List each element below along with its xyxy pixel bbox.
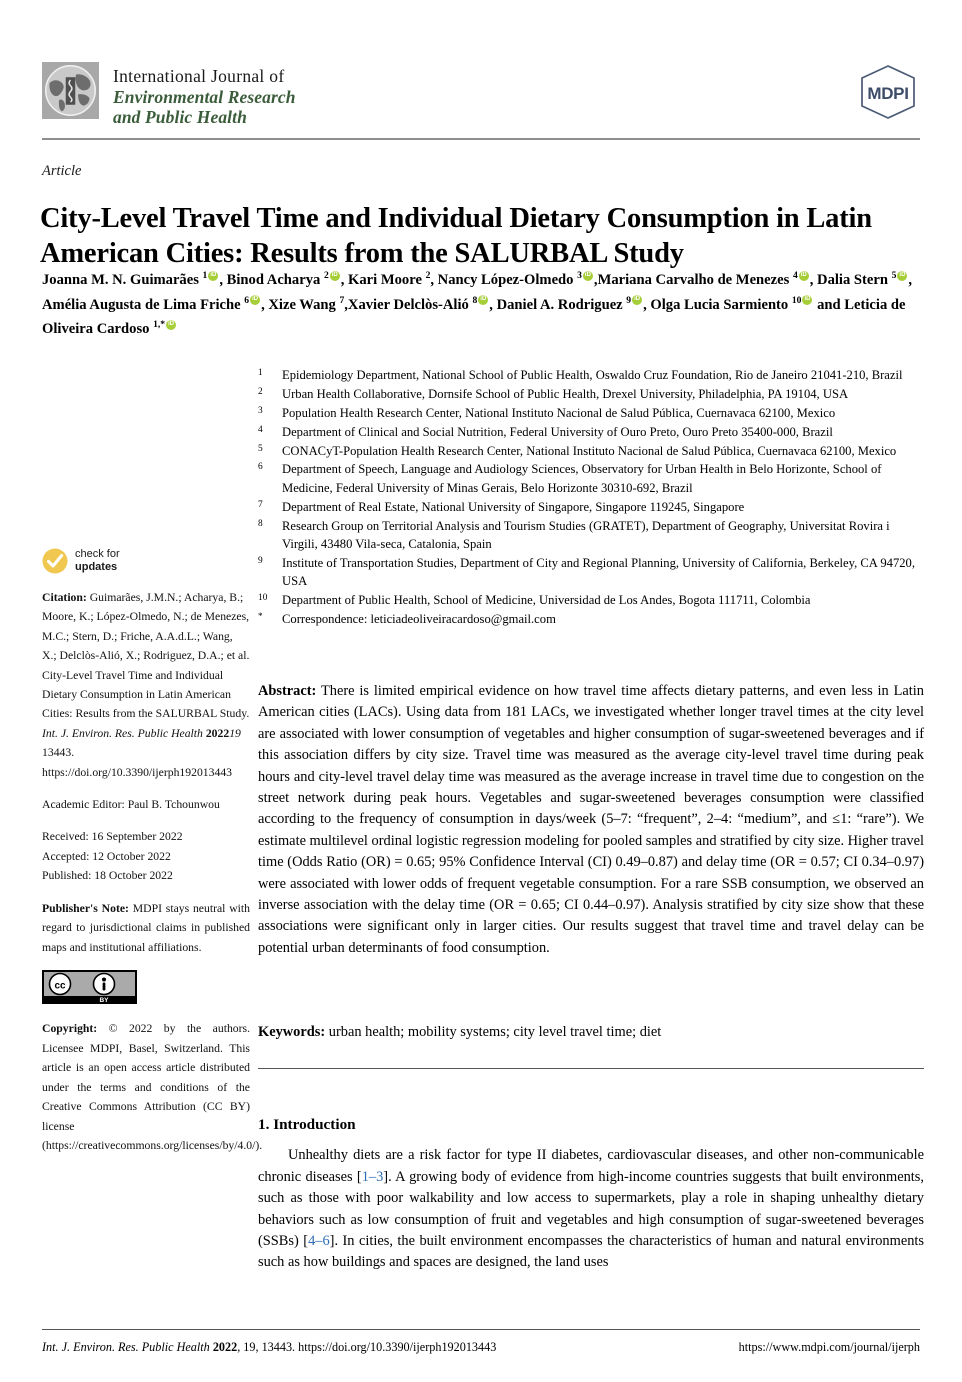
footer-year: 2022 xyxy=(212,1340,238,1354)
author-separator: , xyxy=(489,296,497,313)
orcid-icon[interactable] xyxy=(166,320,176,330)
author-name: Xize Wang xyxy=(268,296,340,313)
author-separator: , xyxy=(908,271,913,288)
sidebar xyxy=(42,548,263,1168)
affiliation-number: 9 xyxy=(258,555,263,566)
copyright-label: Copyright: xyxy=(42,1022,98,1036)
footer-journal-name: Int. J. Environ. Res. Public Health xyxy=(42,1340,210,1354)
svg-text:BY: BY xyxy=(99,996,109,1004)
mdpi-logo-icon xyxy=(856,60,920,124)
journal-name-line1: International Journal of xyxy=(113,66,285,86)
affiliation-row xyxy=(258,517,923,554)
orcid-icon[interactable] xyxy=(799,271,809,281)
citation-ref-1-3[interactable]: 1–3 xyxy=(361,1168,384,1185)
author-name: Leticia de Oliveira Cardoso xyxy=(42,296,906,337)
orcid-icon[interactable] xyxy=(478,295,488,305)
citation-label: Citation: xyxy=(42,590,87,604)
academic-editor-name: Paul B. Tchounwou xyxy=(127,798,220,812)
academic-editor-label: Academic Editor: xyxy=(42,798,125,812)
citation-year: 2022 xyxy=(205,726,230,740)
author-separator: , xyxy=(340,271,349,288)
author-name: Xavier Delclòs-Alió xyxy=(347,296,473,313)
check-circle-icon xyxy=(42,548,68,574)
affiliation-number: 4 xyxy=(258,424,263,435)
footer-divider xyxy=(42,1329,920,1330)
page-title: City-Level Travel Time and Individual Dietary Consumption in Latin American Cities: Results from the SALURBAL Study xyxy=(40,203,872,270)
footer-citation xyxy=(42,1340,496,1355)
orcid-icon[interactable] xyxy=(632,295,642,305)
affiliation-number: 3 xyxy=(258,405,263,416)
check-updates-line2: updates xyxy=(75,561,118,574)
check-updates-line1: check for xyxy=(75,548,120,560)
author-separator: , xyxy=(643,296,651,313)
keywords-divider xyxy=(258,1068,924,1069)
keywords-text: urban health; mobility systems; city level travel time; diet xyxy=(328,1024,662,1040)
orcid-icon[interactable] xyxy=(583,271,593,281)
page-footer xyxy=(42,1340,920,1355)
accepted-date: Accepted: 12 October 2022 xyxy=(42,849,171,863)
copyright-text: © 2022 by the authors. Licensee MDPI, Basel, Switzerland. This article is an open access article distributed under the terms and conditions of the Creative Commons Attribution (CC BY) license (https://creativecommons.org/licenses/by/4.0/). xyxy=(42,1022,263,1152)
keywords-label: Keywords: xyxy=(258,1024,326,1040)
orcid-icon[interactable] xyxy=(330,271,340,281)
affiliation-number: 7 xyxy=(258,499,263,510)
author-name: Kari Moore xyxy=(348,271,426,288)
affiliation-row xyxy=(258,460,923,497)
author-separator: , xyxy=(593,271,598,288)
author-affiliation-marker: 9 xyxy=(626,294,632,306)
affiliation-number: 2 xyxy=(258,386,263,397)
affiliation-row xyxy=(258,385,923,403)
intro-text-part3: ]. In cities, the built environment encompasses the characteristics of human and natural environments such as how buildings and spaces are designed, the land uses xyxy=(258,1232,924,1271)
affiliation-row xyxy=(258,404,923,422)
published-date: Published: 18 October 2022 xyxy=(42,869,173,883)
dates-block xyxy=(42,827,250,885)
article-type-label: Article xyxy=(42,163,82,179)
check-for-updates-badge[interactable] xyxy=(42,548,250,575)
author-separator: , xyxy=(809,271,818,288)
publisher-note-label: Publisher's Note: xyxy=(42,901,129,915)
journal-brand xyxy=(42,62,296,128)
author-separator: , xyxy=(430,271,438,288)
abstract-block xyxy=(258,681,924,959)
orcid-icon[interactable] xyxy=(208,271,218,281)
publisher-note-text: MDPI stays neutral with regard to jurisdictional claims in published maps and institutional affiliations. xyxy=(42,901,250,954)
affiliation-list xyxy=(258,366,923,629)
author-name: Binod Acharya xyxy=(226,271,324,288)
author-affiliation-marker: 8 xyxy=(472,294,478,306)
author-affiliation-marker: 6 xyxy=(244,294,250,306)
introduction-paragraph xyxy=(258,1145,924,1273)
affiliation-text: Epidemiology Department, National School of Public Health, Oswaldo Cruz Foundation, Rio de Janeiro 21041-210, Brazil xyxy=(282,368,903,382)
citation-article-number: 13443. xyxy=(42,746,75,760)
affiliation-number: 1 xyxy=(258,368,263,378)
orcid-icon[interactable] xyxy=(802,295,812,305)
affiliation-text: Correspondence: leticiadeoliveiracardoso@gmail.com xyxy=(282,611,556,626)
citation-volume: 19 xyxy=(229,726,241,740)
author-affiliation-marker: 4 xyxy=(792,270,798,281)
author-affiliation-marker: 10 xyxy=(791,294,802,306)
affiliation-text: Department of Real Estate, National University of Singapore, Singapore 119245, Singapore xyxy=(282,499,745,514)
received-date: Received: 16 September 2022 xyxy=(42,830,183,844)
orcid-icon[interactable] xyxy=(897,271,907,281)
author-separator: , xyxy=(261,296,269,313)
author-name: Nancy López-Olmedo xyxy=(437,271,578,288)
academic-editor-block xyxy=(42,795,250,814)
globe-medical-logo-icon xyxy=(42,62,99,119)
affiliation-row xyxy=(258,442,923,460)
author-affiliation-marker: 1 xyxy=(202,270,208,281)
footer-doi[interactable]: https://doi.org/10.3390/ijerph192013443 xyxy=(298,1340,497,1354)
section-heading-introduction: 1. Introduction xyxy=(258,1115,356,1133)
citation-journal: Int. J. Environ. Res. Public Health xyxy=(42,726,203,740)
affiliation-row xyxy=(258,554,923,591)
affiliation-text: Department of Public Health, School of Medicine, Universidad de Los Andes, Bogota 111711, Colombia xyxy=(282,593,811,607)
creative-commons-by-icon xyxy=(42,970,137,1004)
author-affiliation-marker: 3 xyxy=(577,270,582,281)
author-separator: and xyxy=(813,296,845,313)
affiliation-text: CONACyT-Population Health Research Center, National Instituto Nacional de Salud Pública, Cuernavaca 62100, Mexico xyxy=(282,443,897,458)
author-name: Olga Lucia Sarmiento xyxy=(650,296,792,313)
author-name: Daniel A. Rodriguez xyxy=(496,296,627,313)
check-for-updates-text xyxy=(75,548,120,575)
affiliation-number: 6 xyxy=(258,462,263,473)
svg-text:cc: cc xyxy=(54,980,66,992)
affiliation-text: Institute of Transportation Studies, Department of City and Regional Planning, University of California, Berkeley, CA 94720, USA xyxy=(282,555,915,589)
affiliation-text: Department of Speech, Language and Audiology Sciences, Observatory for Urban Health in Belo Horizonte, School of Medicine, Federal University of Minas Gerais, Belo Horizonte 30310-692, Brazil xyxy=(282,462,882,495)
footer-journal-url[interactable]: https://www.mdpi.com/journal/ijerph xyxy=(738,1340,920,1354)
affiliation-row xyxy=(258,423,923,441)
affiliation-number: 10 xyxy=(258,593,268,603)
author-separator: , xyxy=(219,271,227,288)
svg-text:MDPI: MDPI xyxy=(867,84,909,103)
author-name: Mariana Carvalho de Menezes xyxy=(597,271,793,288)
masthead xyxy=(42,62,920,134)
affiliation-text: Population Health Research Center, National Instituto Nacional de Salud Pública, Cuernavaca 62100, Mexico xyxy=(282,405,836,420)
author-separator: , xyxy=(344,296,348,313)
footer-volume: , 19, 13443. xyxy=(237,1340,299,1354)
author-name: Dalia Stern xyxy=(817,271,892,288)
author-name: Amélia Augusta de Lima Friche xyxy=(42,296,245,313)
author-affiliation-marker: 2 xyxy=(323,270,329,281)
abstract-text: There is limited empirical evidence on how travel time affects dietary patterns, and even less in Latin American cities (LACs). Using data from 181 LACs, we investigated whether longer travel times at the city level are associated with lower consumption of vegetables and higher consumption of sugar-sweetened beverages and if this association differs by city size. Travel time was measured as the average city-level travel time during peak hours and city-level travel delay time was measured as the average increase in travel time due to congestion on the street network during peak hours. Vegetables and sugar-sweetened beverages consumption were classified according to the frequency of consumption in days/week (5–7: “frequent”, 2–4: “medium”, and ≤1: “rare”). We estimate multilevel ordinal logistic regression modeling for pooled samples and stratified by city size. Higher travel time (Odds Ratio (OR) = 0.65; 95% Confidence Interval (CI) 0.49–0.87) and delay time (OR = 0.57; CI 0.34–0.97) were associated with lower odds of frequent vegetable consumption. For a rare SSB consumption, we observed an inverse association with the delay time (OR = 0.65; CI 0.44–0.97). Analysis stratified by city size show that these associations were significant only in larger cities. Our results suggest that travel time and travel delay can be potential urban determinants of food consumption. xyxy=(258,683,924,956)
author-affiliation-marker: 2 xyxy=(425,270,431,281)
author-affiliation-marker: 5 xyxy=(891,270,897,281)
affiliation-text: Urban Health Collaborative, Dornsife School of Public Health, Drexel University, Philadelphia, PA 19104, USA xyxy=(282,386,849,401)
orcid-icon[interactable] xyxy=(250,295,260,305)
journal-title-block xyxy=(113,62,296,128)
header-divider xyxy=(42,138,920,140)
citation-ref-4-6[interactable]: 4–6 xyxy=(308,1232,330,1249)
affiliation-row xyxy=(258,366,923,384)
author-affiliation-marker: 1,* xyxy=(153,319,166,330)
citation-block xyxy=(42,588,250,782)
abstract-label: Abstract: xyxy=(258,683,317,699)
journal-name-line2b: and Public Health xyxy=(113,107,247,128)
author-list xyxy=(42,268,927,342)
author-name: Joanna M. N. Guimarães xyxy=(42,271,203,288)
affiliation-number: * xyxy=(258,611,263,622)
keywords-block xyxy=(258,1022,924,1043)
affiliation-row xyxy=(258,610,923,628)
affiliation-text: Department of Clinical and Social Nutrition, Federal University of Ouro Preto, Ouro Preto 35400-000, Brazil xyxy=(282,424,833,439)
affiliation-number: 5 xyxy=(258,443,263,454)
affiliation-number: 8 xyxy=(258,518,263,529)
intro-text-part2: ]. A growing body of evidence from high-income countries suggests that built environments, such as those with poor walkability and low access to supermarkets, play a role in shaping unhealthy dietary behaviors such as low consumption of fruit and vegetables and high consumption of sugar-sweetened beverages (SSBs) [ xyxy=(258,1168,924,1249)
journal-name-line2a: Environmental Research xyxy=(113,86,296,107)
affiliation-row xyxy=(258,591,923,609)
author-affiliation-marker: 7 xyxy=(339,294,345,306)
citation-doi[interactable]: https://doi.org/10.3390/ijerph192013443 xyxy=(42,765,233,779)
copyright-block xyxy=(42,1019,263,1155)
affiliation-row xyxy=(258,498,923,516)
affiliation-text: Research Group on Territorial Analysis and Tourism Studies (GRATET), Department of Geography, Universitat Rovira i Virgili, 43480 Vila-seca, Catalonia, Spain xyxy=(282,518,890,551)
publisher-note-block xyxy=(42,899,250,957)
intro-text-part1: Unhealthy diets are a risk factor for type II diabetes, cardiovascular diseases, and other non-communicable chronic diseases [ xyxy=(258,1147,924,1185)
citation-authors: Guimarães, J.M.N.; Acharya, B.; Moore, K.; López-Olmedo, N.; de Menezes, M.C.; Stern, D.; Friche, A.A.d.L.; Wang, X.; Delclòs-Alió, X.; Rodriguez, D.A.; et al. City-Level Travel Time and Individual Dietary Consumption in Latin American Cities: Results from the SALURBAL Study. xyxy=(42,590,250,721)
cc-license-badge[interactable] xyxy=(42,970,250,1010)
